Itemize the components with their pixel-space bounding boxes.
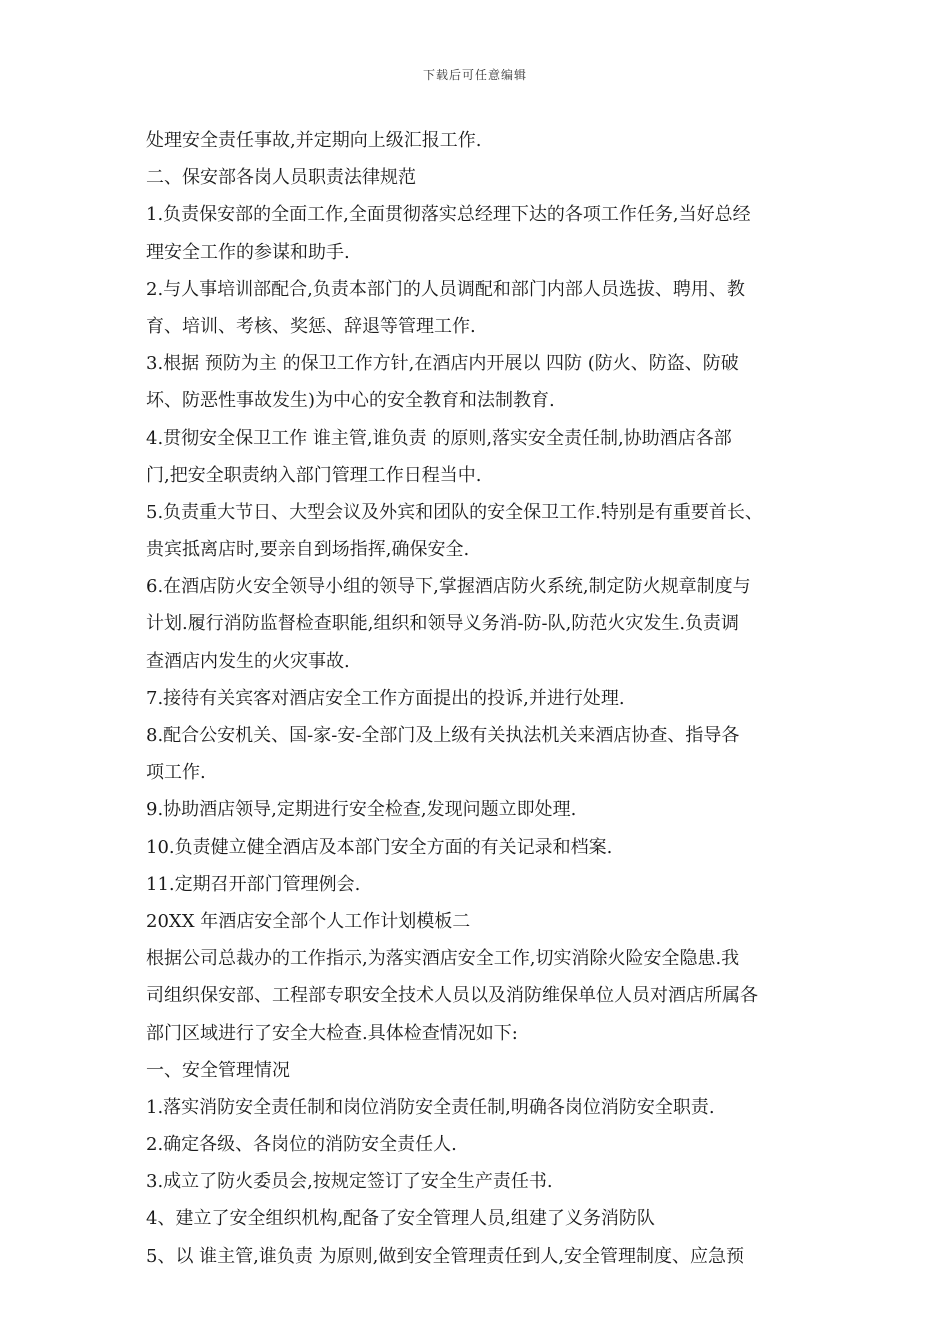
- text-line: 根据公司总裁办的工作指示,为落实酒店安全工作,切实消除火险安全隐患.我: [146, 948, 740, 970]
- text-line: 3.成立了防火委员会,按规定签订了安全生产责任书.: [146, 1171, 553, 1193]
- text-line: 1.负责保安部的全面工作,全面贯彻落实总经理下达的各项工作任务,当好总经: [146, 204, 751, 226]
- header-note: 下载后可任意编辑: [422, 68, 527, 82]
- text-line: 9.协助酒店领导,定期进行安全检查,发现问题立即处理.: [146, 799, 577, 821]
- text-line: 门,把安全职责纳入部门管理工作日程当中.: [146, 464, 482, 486]
- section-heading: 二、保安部各岗人员职责法律规范: [146, 167, 416, 189]
- text-line: 10.负责健立健全酒店及本部门安全方面的有关记录和档案.: [146, 836, 613, 858]
- section-heading: 一、安全管理情况: [146, 1059, 290, 1081]
- text-line: 2.确定各级、各岗位的消防安全责任人.: [146, 1134, 457, 1156]
- text-line: 计划.履行消防监督检查职能,组织和领导义务消-防-队,防范火灾发生.负责调: [146, 613, 740, 635]
- text-line: 4.贯彻安全保卫工作 谁主管,谁负责 的原则,落实安全责任制,协助酒店各部: [146, 427, 732, 449]
- text-line: 贵宾抵离店时,要亲自到场指挥,确保安全.: [146, 539, 470, 561]
- text-line: 坏、防恶性事故发生)为中心的安全教育和法制教育.: [146, 390, 555, 412]
- text-line: 5.负责重大节日、大型会议及外宾和团队的安全保卫工作.特别是有重要首长、: [146, 501, 763, 523]
- text-line: 4、建立了安全组织机构,配备了安全管理人员,组建了义务消防队: [146, 1208, 655, 1230]
- text-line: 部门区域进行了安全大检查.具体检查情况如下:: [146, 1022, 518, 1044]
- text-line: 8.配合公安机关、国-家-安-全部门及上级有关执法机关来酒店协查、指导各: [146, 725, 740, 746]
- text-line: 6.在酒店防火安全领导小组的领导下,掌握酒店防火系统,制定防火规章制度与: [146, 576, 751, 598]
- text-line: 处理安全责任事故,并定期向上级汇报工作.: [146, 130, 482, 151]
- text-line: 项工作.: [146, 762, 206, 784]
- text-line: 3.根据 预防为主 的保卫工作方针,在酒店内开展以 四防 (防火、防盗、防破: [146, 353, 739, 375]
- text-line: 1.落实消防安全责任制和岗位消防安全责任制,明确各岗位消防安全职责.: [146, 1096, 715, 1118]
- text-line: 司组织保安部、工程部专职安全技术人员以及消防维保单位人员对酒店所属各: [146, 985, 758, 1007]
- section-heading: 20XX 年酒店安全部个人工作计划模板二: [146, 910, 471, 932]
- document-body: [146, 122, 826, 1275]
- text-line: 11.定期召开部门管理例会.: [146, 873, 361, 895]
- text-line: 2.与人事培训部配合,负责本部门的人员调配和部门内部人员选拔、聘用、教: [146, 278, 745, 300]
- text-line: 育、培训、考核、奖惩、辞退等管理工作.: [146, 315, 476, 337]
- text-line: 理安全工作的参谋和助手.: [146, 241, 350, 263]
- text-line: 查酒店内发生的火灾事故.: [146, 650, 350, 672]
- text-line: 7.接待有关宾客对酒店安全工作方面提出的投诉,并进行处理.: [146, 687, 625, 709]
- text-line: 5、以 谁主管,谁负责 为原则,做到安全管理责任到人,安全管理制度、应急预: [146, 1245, 745, 1267]
